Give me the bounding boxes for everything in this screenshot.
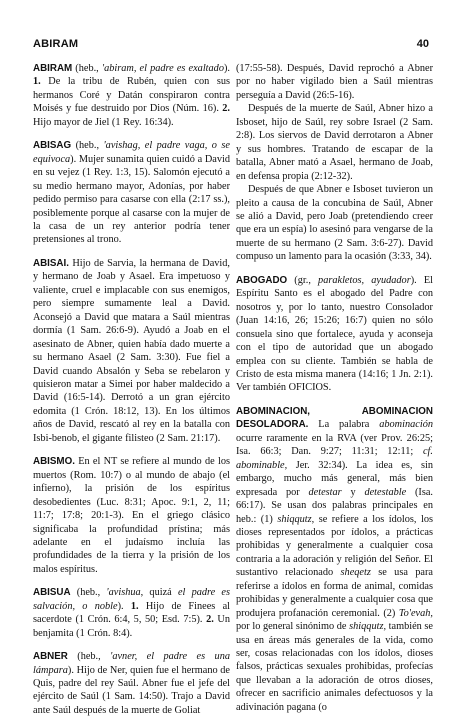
entry-paragraph [33, 62, 230, 129]
entry-headword: ABIRAM [33, 63, 73, 74]
dictionary-entry [33, 650, 230, 717]
italic-text: abominación [379, 419, 433, 431]
entry-headword: ABISAI. [33, 257, 69, 269]
dictionary-entry [236, 405, 433, 714]
body-text: (heb., [72, 63, 102, 74]
dictionary-entry [236, 62, 433, 264]
italic-text: sheqetz [340, 567, 371, 579]
sense-number: 2. [206, 614, 214, 626]
dictionary-entry [33, 586, 230, 640]
running-header: ABIRAM [33, 38, 79, 50]
body-text: Jer. 32:34). La idea es, sin embargo, mucho más general, más bien expresada por [236, 459, 433, 498]
sense-number: 1. [33, 76, 41, 88]
dictionary-entry [236, 274, 433, 395]
body-text: ). Mujer sunamita quien cuidó a David en su vejez (1 Rey. 1:3, 15). Salomón ejecutó a su medio hermano mayor, Adonías, por haber pedido permiso para casarse con ella (2:17 ss.), posiblemente porque al casarse con la mujer de la casa de un rey anterior podría tener pretensiones al trono. [33, 153, 230, 246]
entry-paragraph [33, 650, 230, 717]
body-text: ). Hijo de Ner, quien fue el hermano de Quis, padre del rey Saúl. Abner fue el jefe del ejército de Saúl (1 Sam. 14:50). Trajo a David ante Saúl después de la muerte de Goliat [33, 664, 230, 716]
italic-text: detestar [308, 486, 342, 498]
italic-text: parakletos, ayudador [318, 274, 411, 286]
page-number: 40 [416, 38, 429, 50]
entry-paragraph [236, 274, 433, 395]
body-text: ). [117, 600, 131, 612]
entry-headword: ABISMO. [33, 456, 75, 468]
entry-paragraph [236, 405, 433, 714]
dictionary-entry [33, 62, 230, 129]
italic-text: 'avishua [106, 587, 141, 599]
entry-headword: ABOMINACION, ABOMINACION DESOLADORA. [236, 405, 433, 431]
entry-paragraph [236, 102, 433, 183]
italic-text: To'evah, [398, 607, 433, 619]
body-text: Hijo mayor de Jiel (1 Rey. 16:34). [33, 116, 174, 128]
body-text: Un benjamita (1 Crón. 8:4). [33, 614, 230, 639]
body-text: Después de que Abner e Isboset tuvieron un pleito a causa de la concubina de Saúl, Abner se alió a David, pero Joab (pretendiendo creer que era un espía) lo asesinó para vengarse de la muerte de su hermano (2 Sam. 3:6-27). David compuso un lamento para la ocasión (3:33, 34). [236, 184, 433, 263]
body-text: En el NT se refiere al mundo de los muertos (Rom. 10:7) o al mundo de abajo (el infierno), la prisión de los espíritus desobedientes (Luc. 8:31; Apoc. 9:1, 2, 11; 11:7; 17:8; 20:1-3). En el griego clásico significaba la profundidad prístina; más adelante en el judaísmo incluía las profundidades de la tierra y la prisión de los malos espíritus. [33, 456, 230, 575]
italic-text: detestable [364, 486, 407, 498]
sense-number: 2. [222, 103, 230, 115]
dictionary-entry [33, 139, 230, 247]
body-text: se refiere a los ídolos, los dioses representados por ídolos, a prácticas prohibidas y generalmente a cualquier cosa contraria a la adoración y religión del Señor. El sustantivo relacionado [236, 513, 433, 579]
body-text: , quizá [140, 587, 178, 599]
italic-text: 'avishag, el padre vaga, o se equivoca [33, 140, 230, 165]
body-text: (gr., [287, 274, 319, 286]
body-text: por lo general sinónimo de [236, 621, 350, 633]
body-text: (Isa. 66:17). Se usan dos palabras principales en heb.: (1) [236, 486, 433, 525]
body-text: Hijo de Sarvia, la hermana de David, y hermano de Joab y Asael. Era impetuoso y valiente, cruel e implacable con sus enemigos, pero siempre sumamente leal a David. Aconsejó a David que matara a Saúl mientras dormía (1 Sam. 26:6-9). Ayudó a Joab en el asesinato de Abner, quien había dado muerte a su hermano Asael (2 Sam. 3:30). Fue fiel a David cuando Absalón y Seba se rebelaron y quisieron matar a Simei por haber maldecido a David (16:5-14). Derrotó a un gran ejército edomita (1 Crón. 18:12, 13). En los últimos años de David, rescató al rey en la batalla con Isbi-benob, el gigante filisteo (2 Sam. 21:17). [33, 257, 230, 444]
entry-headword: ABISUA [33, 587, 71, 599]
right-column [236, 62, 433, 724]
italic-text: shiqqutz, [349, 621, 387, 633]
entry-paragraph [236, 183, 433, 264]
entry-headword: ABNER [33, 651, 68, 663]
dictionary-entry [33, 455, 230, 576]
italic-text: 'abiram, el padre es exaltado [101, 63, 224, 74]
body-text: La palabra [308, 419, 380, 431]
body-text: Hijo de Finees al sacerdote (1 Crón. 6:4, 5, 50; Esd. 7:5). [33, 600, 231, 626]
body-text: (heb., [71, 140, 104, 152]
body-text: (17:55-58). Después, David reprochó a Abner por no haber vigilado bien a Saúl mientras perseguía a David (26:5-16). [236, 63, 433, 101]
dictionary-entry [33, 257, 230, 445]
body-text: también se usa en áreas más generales de la vida, como ser, cosas relacionadas con los ídolos, dioses falsos, prácticas sexuales prohibidas, profecías que llevaban a la adoración de otros dioses, ofrecer en sacrificio animales defectuosos y la adivinación pagana (o [236, 621, 433, 713]
body-text: (heb., [67, 651, 111, 663]
body-text: (heb., [70, 587, 107, 599]
body-text: Después de la muerte de Saúl, Abner hizo a Isboset, hijo de Saúl, rey sobre Israel (2 Sam. 2:8). Los siervos de David derrotaron a Abner y sus hombres. Tratando de escapar de la batalla, Abner mató a Asael, hermano de Joab, en defensa propia (2:12-32). [236, 103, 433, 182]
entry-headword: ABOGADO [236, 274, 288, 286]
body-text: ). [223, 63, 230, 74]
italic-text: 'avner, el padre es una lámpara [33, 651, 230, 676]
body-text: y [341, 486, 365, 498]
left-column [33, 62, 230, 727]
entry-paragraph [33, 455, 230, 576]
entry-headword: ABISAG [33, 140, 72, 152]
italic-text: cf. abominable, [236, 446, 433, 471]
italic-text: el padre es salvación, o noble [33, 587, 230, 612]
body-text: De la tribu de Rubén, quien con sus hermanos Coré y Datán conspiraron contra Moisés y fue destruido por Dios (Núm. 16). [33, 76, 230, 115]
entry-paragraph [236, 62, 433, 102]
entry-paragraph [33, 586, 230, 640]
sense-number: 1. [130, 600, 139, 612]
body-text: ). El Espíritu Santo es el abogado del Padre con nosotros y, por lo tanto, nuestro Consolador (Juan 14:16, 26; 15:26; 16:7) quien no sólo consuela sino que fortalece, ayuda y aconseja con el tipo de autoridad que un abogado emplea con su cliente. También se habla de Cristo de esta misma manera (14:16; 1 Jn. 2:1). Ver también OFICIOS. [236, 274, 433, 394]
body-text: se usa para referirse a ídolos en forma de animal, comidas prohibidas y generalmente a cualquier cosa que produjera profanación ceremonial. (2) [236, 567, 434, 619]
entry-paragraph [33, 257, 230, 445]
body-text: ocurre raramente en la RVA (ver Prov. 26:25; Isa. 66:3; Dan. 9:27; 11:31; 12:11; [236, 432, 433, 458]
italic-text: shiqqutz, [277, 513, 315, 525]
entry-paragraph [33, 139, 230, 247]
